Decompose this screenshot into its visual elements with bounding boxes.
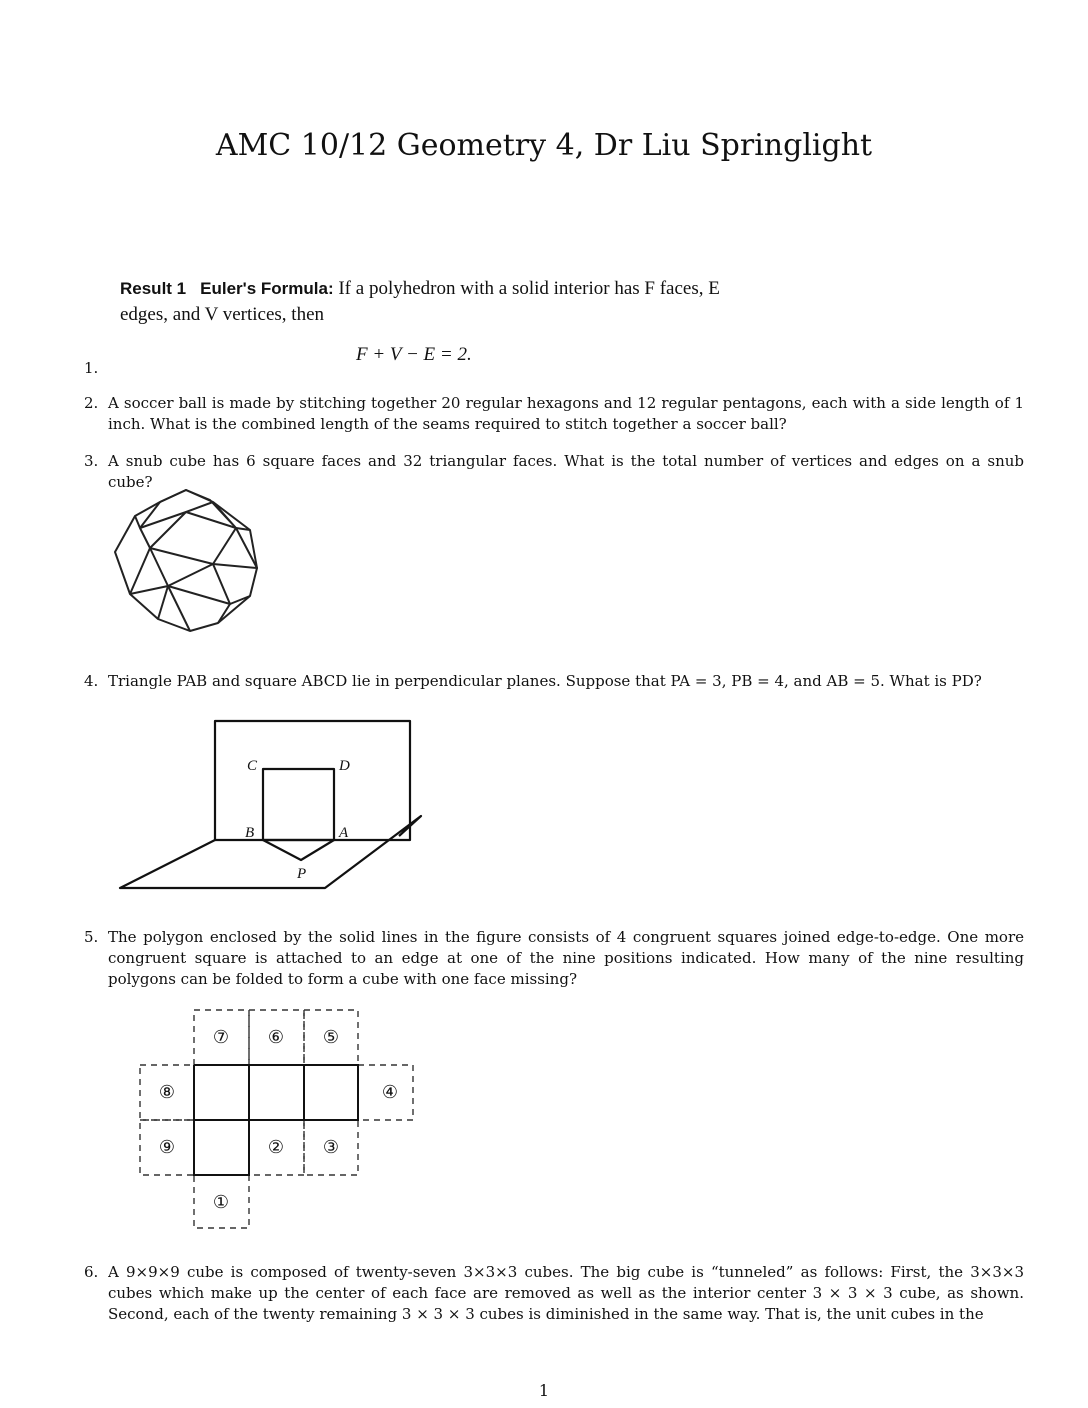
position-3: ③ (322, 1137, 340, 1158)
problem-2-text: A soccer ball is made by stitching together 20 regular hexagons and 12 regular pentagons, each with a side length of 1 inch. What is the combined length of the seams required to stitch together a soccer ball? (108, 394, 1024, 433)
cube-net-figure (138, 1008, 418, 1230)
euler-result (120, 276, 760, 328)
problem-6-text: A 9×9×9 cube is composed of twenty-seven 3×3×3 cubes. The big cube is “tunneled” as follows: First, the 3×3×3 cubes which make up the center of each face are removed as well as the interior center 3 × 3 × 3 cube, as shown. Second, each of the twenty remaining 3 × 3 × 3 cubes is diminished in the same way. That is, the unit cubes in the (108, 1263, 1024, 1323)
label-d: D (339, 758, 350, 774)
problem-4-text: Triangle PAB and square ABCD lie in perpendicular planes. Suppose that PA = 3, PB = 4, and AB = 5. What is PD? (108, 672, 982, 690)
problem-2-number: 2. (84, 394, 99, 412)
problem-6-number: 6. (84, 1263, 99, 1281)
position-7: ⑦ (212, 1027, 230, 1048)
problem-5-number: 5. (84, 928, 99, 946)
position-1: ① (212, 1192, 230, 1213)
position-6: ⑥ (267, 1027, 285, 1048)
label-p: P (297, 866, 307, 882)
snub-cube-figure (110, 488, 262, 634)
label-a: A (339, 825, 349, 841)
position-2: ② (267, 1137, 285, 1158)
problem-3-number: 3. (84, 452, 99, 470)
label-b: B (245, 825, 255, 841)
position-8: ⑧ (158, 1082, 176, 1103)
euler-formula: F + V − E = 2. (356, 344, 472, 365)
page-number: 1 (538, 1381, 550, 1400)
position-9: ⑨ (158, 1137, 176, 1158)
position-5: ⑤ (322, 1027, 340, 1048)
problem-1-number: 1. (84, 359, 99, 377)
problem-5-text: The polygon enclosed by the solid lines in the figure consists of 4 congruent squares joined edge-to-edge. One more congruent square is attached to an edge at one of the nine positions indicated. How many of the nine resulting polygons can be folded to form a cube with one face missing? (108, 928, 1024, 988)
problem-4-number: 4. (84, 672, 99, 690)
result-text: If a polyhedron with a solid interior has F faces, E edges, and V vertices, then (120, 278, 720, 325)
result-label: Result 1 (120, 279, 187, 298)
page-title: AMC 10/12 Geometry 4, Dr Liu Springlight (215, 128, 873, 163)
position-4: ④ (381, 1082, 399, 1103)
problem-3-text: A snub cube has 6 square faces and 32 triangular faces. What is the total number of vertices and edges on a snub cube? (108, 452, 1024, 491)
result-term: Euler's Formula: (200, 279, 334, 298)
label-c: C (247, 758, 258, 774)
perpendicular-planes-figure (115, 718, 427, 893)
